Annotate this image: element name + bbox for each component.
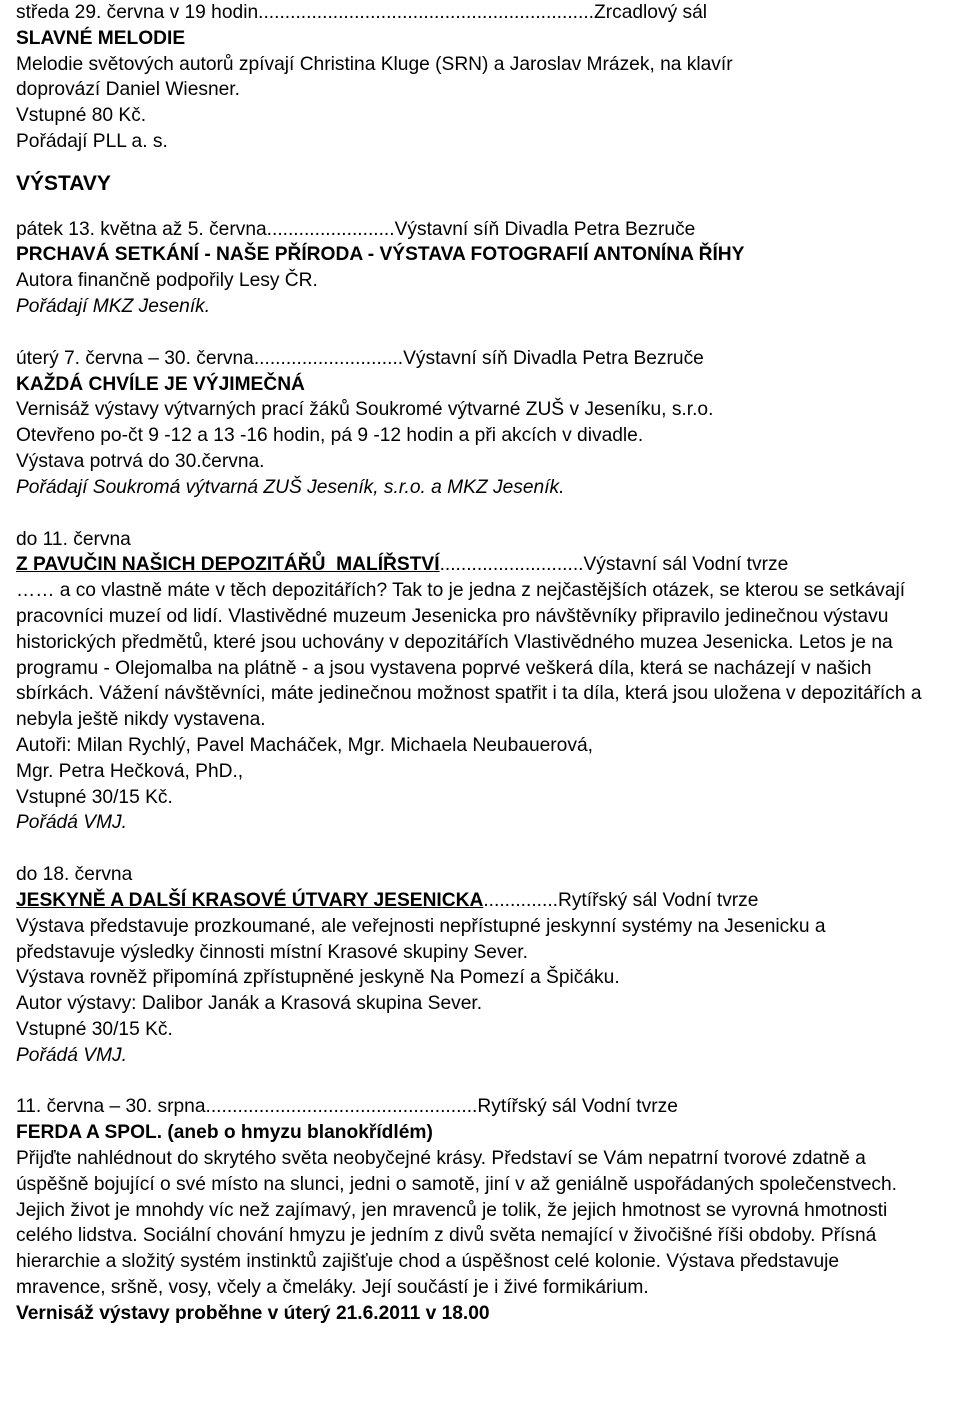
ex3-entry: Vstupné 30/15 Kč. [16, 786, 173, 808]
ex2-date-line [16, 346, 946, 372]
ex1-organizer: Pořádají MKZ Jeseník. [16, 295, 211, 317]
ex2-desc-2: Otevřeno po-čt 9 -12 a 13 -16 hodin, pá 9 -12 hodin a při akcích v divadle. [16, 425, 644, 447]
ex5-dots: ................................................... [205, 1096, 478, 1118]
ex4-title: JESKYNĚ A DALŠÍ KRASOVÉ ÚTVARY JESENICKA [16, 889, 484, 911]
ex5-date-line [16, 1094, 946, 1120]
ex5-vernisage: Vernisáž výstavy proběhne v úterý 21.6.2011 v 18.00 [16, 1302, 490, 1324]
ex5-paragraph: Přijďte nahlédnout do skrytého světa neobyčejné krásy. Představí se Vám nepatrní tvorové zdatně a úspěšně bojující o své místo na slunci, jedni o samotě, jiní v až geniálně uspořádaných společenstvech. Jejich život je mnohdy víc než zajímavý, jen mravenců je tolik, že jejich hmotnost se vyrovná hmotnosti celého lidstva. Sociální chování hmyzu je jedním z divů světa nemající v živočišné říši obdoby. Přísná hierarchie a složitý systém instinktů zajišťuje chod a úspěšnost celé kolonie. Výstava představuje mravence, sršně, vosy, včely a čmeláky. Její součástí je i živé formikárium. [16, 1148, 898, 1299]
ex1-date-line [16, 217, 946, 243]
ex4-paragraph-1: Výstava představuje prozkoumané, ale veřejnosti nepřístupné jeskynní systémy na Jesenicku a představuje výsledky činnosti místní Krasové skupiny Sever. [16, 915, 826, 963]
ex5-title: FERDA A SPOL. (aneb o hmyzu blanokřídlém) [16, 1122, 433, 1144]
concert-organizer: Pořádají PLL a. s. [16, 130, 168, 152]
concert-dots: ............................................................... [258, 2, 594, 23]
concert-venue: Zrcadlový sál [594, 2, 708, 23]
ex4-paragraph-2: Výstava rovněž připomíná zpřístupněné jeskyně Na Pomezí a Špičáku. [16, 967, 620, 989]
ex1-dots: ........................ [266, 218, 395, 240]
ex4-date: do 18. června [16, 864, 133, 886]
ex1-title: PRCHAVÁ SETKÁNÍ - NAŠE PŘÍRODA - VÝSTAVA FOTOGRAFIÍ ANTONÍNA ŘÍHY [16, 244, 745, 266]
ex3-paragraph: …… a co vlastně máte v těch depozitářích? Tak to je jedna z nejčastějších otázek, se kterou se setkávají pracovníci muzeí od lidí. Vlastivědné muzeum Jesenicka pro návštěvníky připravilo jedinečnou výstavu historických předmětů, které jsou uchovány v depozitářích Vlastivědného muzea Jesenicka. Letos je na programu - Olejomalba na plátně - a jsou vystavena poprvé veškerá díla, která se nacházejí v našich sbírkách. Vážení návštěvníci, máte jedinečnou možnost spatřit i ta díla, která jsou uložena v depozitářích a nebyla ještě nikdy vystavena. [16, 580, 922, 731]
ex2-desc-1: Vernisáž výstavy výtvarných prací žáků Soukromé výtvarné ZUŠ v Jeseníku, s.r.o. [16, 399, 714, 421]
ex1-venue: Výstavní síň Divadla Petra Bezruče [394, 218, 696, 240]
ex3-title: Z PAVUČIN NAŠICH DEPOZITÁŘŮ MALÍŘSTVÍ [16, 554, 440, 576]
ex2-date: úterý 7. června – 30. června [16, 347, 254, 369]
concert-date: středa 29. června v 19 hodin [16, 2, 259, 23]
concert-desc-2: doprovází Daniel Wiesner. [16, 79, 240, 101]
ex2-venue: Výstavní síň Divadla Petra Bezruče [403, 347, 704, 369]
ex4-entry: Vstupné 30/15 Kč. [16, 1018, 173, 1040]
ex4-venue: Rytířský sál Vodní tvrze [557, 889, 759, 911]
ex3-authors-1: Autoři: Milan Rychlý, Pavel Macháček, Mgr. Michaela Neubauerová, [16, 734, 593, 756]
ex2-organizer: Pořádají Soukromá výtvarná ZUŠ Jeseník, s.r.o. a MKZ Jeseník. [16, 476, 565, 498]
ex5-venue: Rytířský sál Vodní tvrze [477, 1096, 678, 1118]
program-page [16, 0, 946, 1327]
ex4-title-line [16, 888, 936, 914]
ex4-dots: .............. [483, 889, 558, 911]
ex2-dots: ............................ [253, 347, 404, 369]
ex4-organizer: Pořádá VMJ. [16, 1044, 127, 1066]
ex1-desc: Autora finančně podpořily Lesy ČR. [16, 270, 318, 292]
section-title: VÝSTAVY [16, 171, 111, 195]
ex2-desc-3: Výstava potrvá do 30.června. [16, 450, 265, 472]
concert-entry: Vstupné 80 Kč. [16, 105, 147, 127]
ex3-venue: Výstavní sál Vodní tvrze [583, 554, 789, 576]
ex3-organizer: Pořádá VMJ. [16, 812, 127, 834]
ex3-authors-2: Mgr. Petra Hečková, PhD., [16, 760, 244, 782]
ex2-title: KAŽDÁ CHVÍLE JE VÝJIMEČNÁ [16, 373, 305, 395]
concert-date-line [16, 0, 946, 26]
ex3-dots: ........................... [439, 554, 584, 576]
concert-title: SLAVNÉ MELODIE [16, 27, 186, 49]
ex4-author: Autor výstavy: Dalibor Janák a Krasová skupina Sever. [16, 993, 483, 1015]
ex3-title-line [16, 552, 946, 578]
ex5-date: 11. června – 30. srpna [16, 1096, 206, 1118]
concert-desc-1: Melodie světových autorů zpívají Christina Kluge (SRN) a Jaroslav Mrázek, na klavír [16, 53, 733, 75]
ex3-date: do 11. června [16, 528, 131, 550]
ex1-date: pátek 13. května až 5. června [16, 218, 267, 240]
